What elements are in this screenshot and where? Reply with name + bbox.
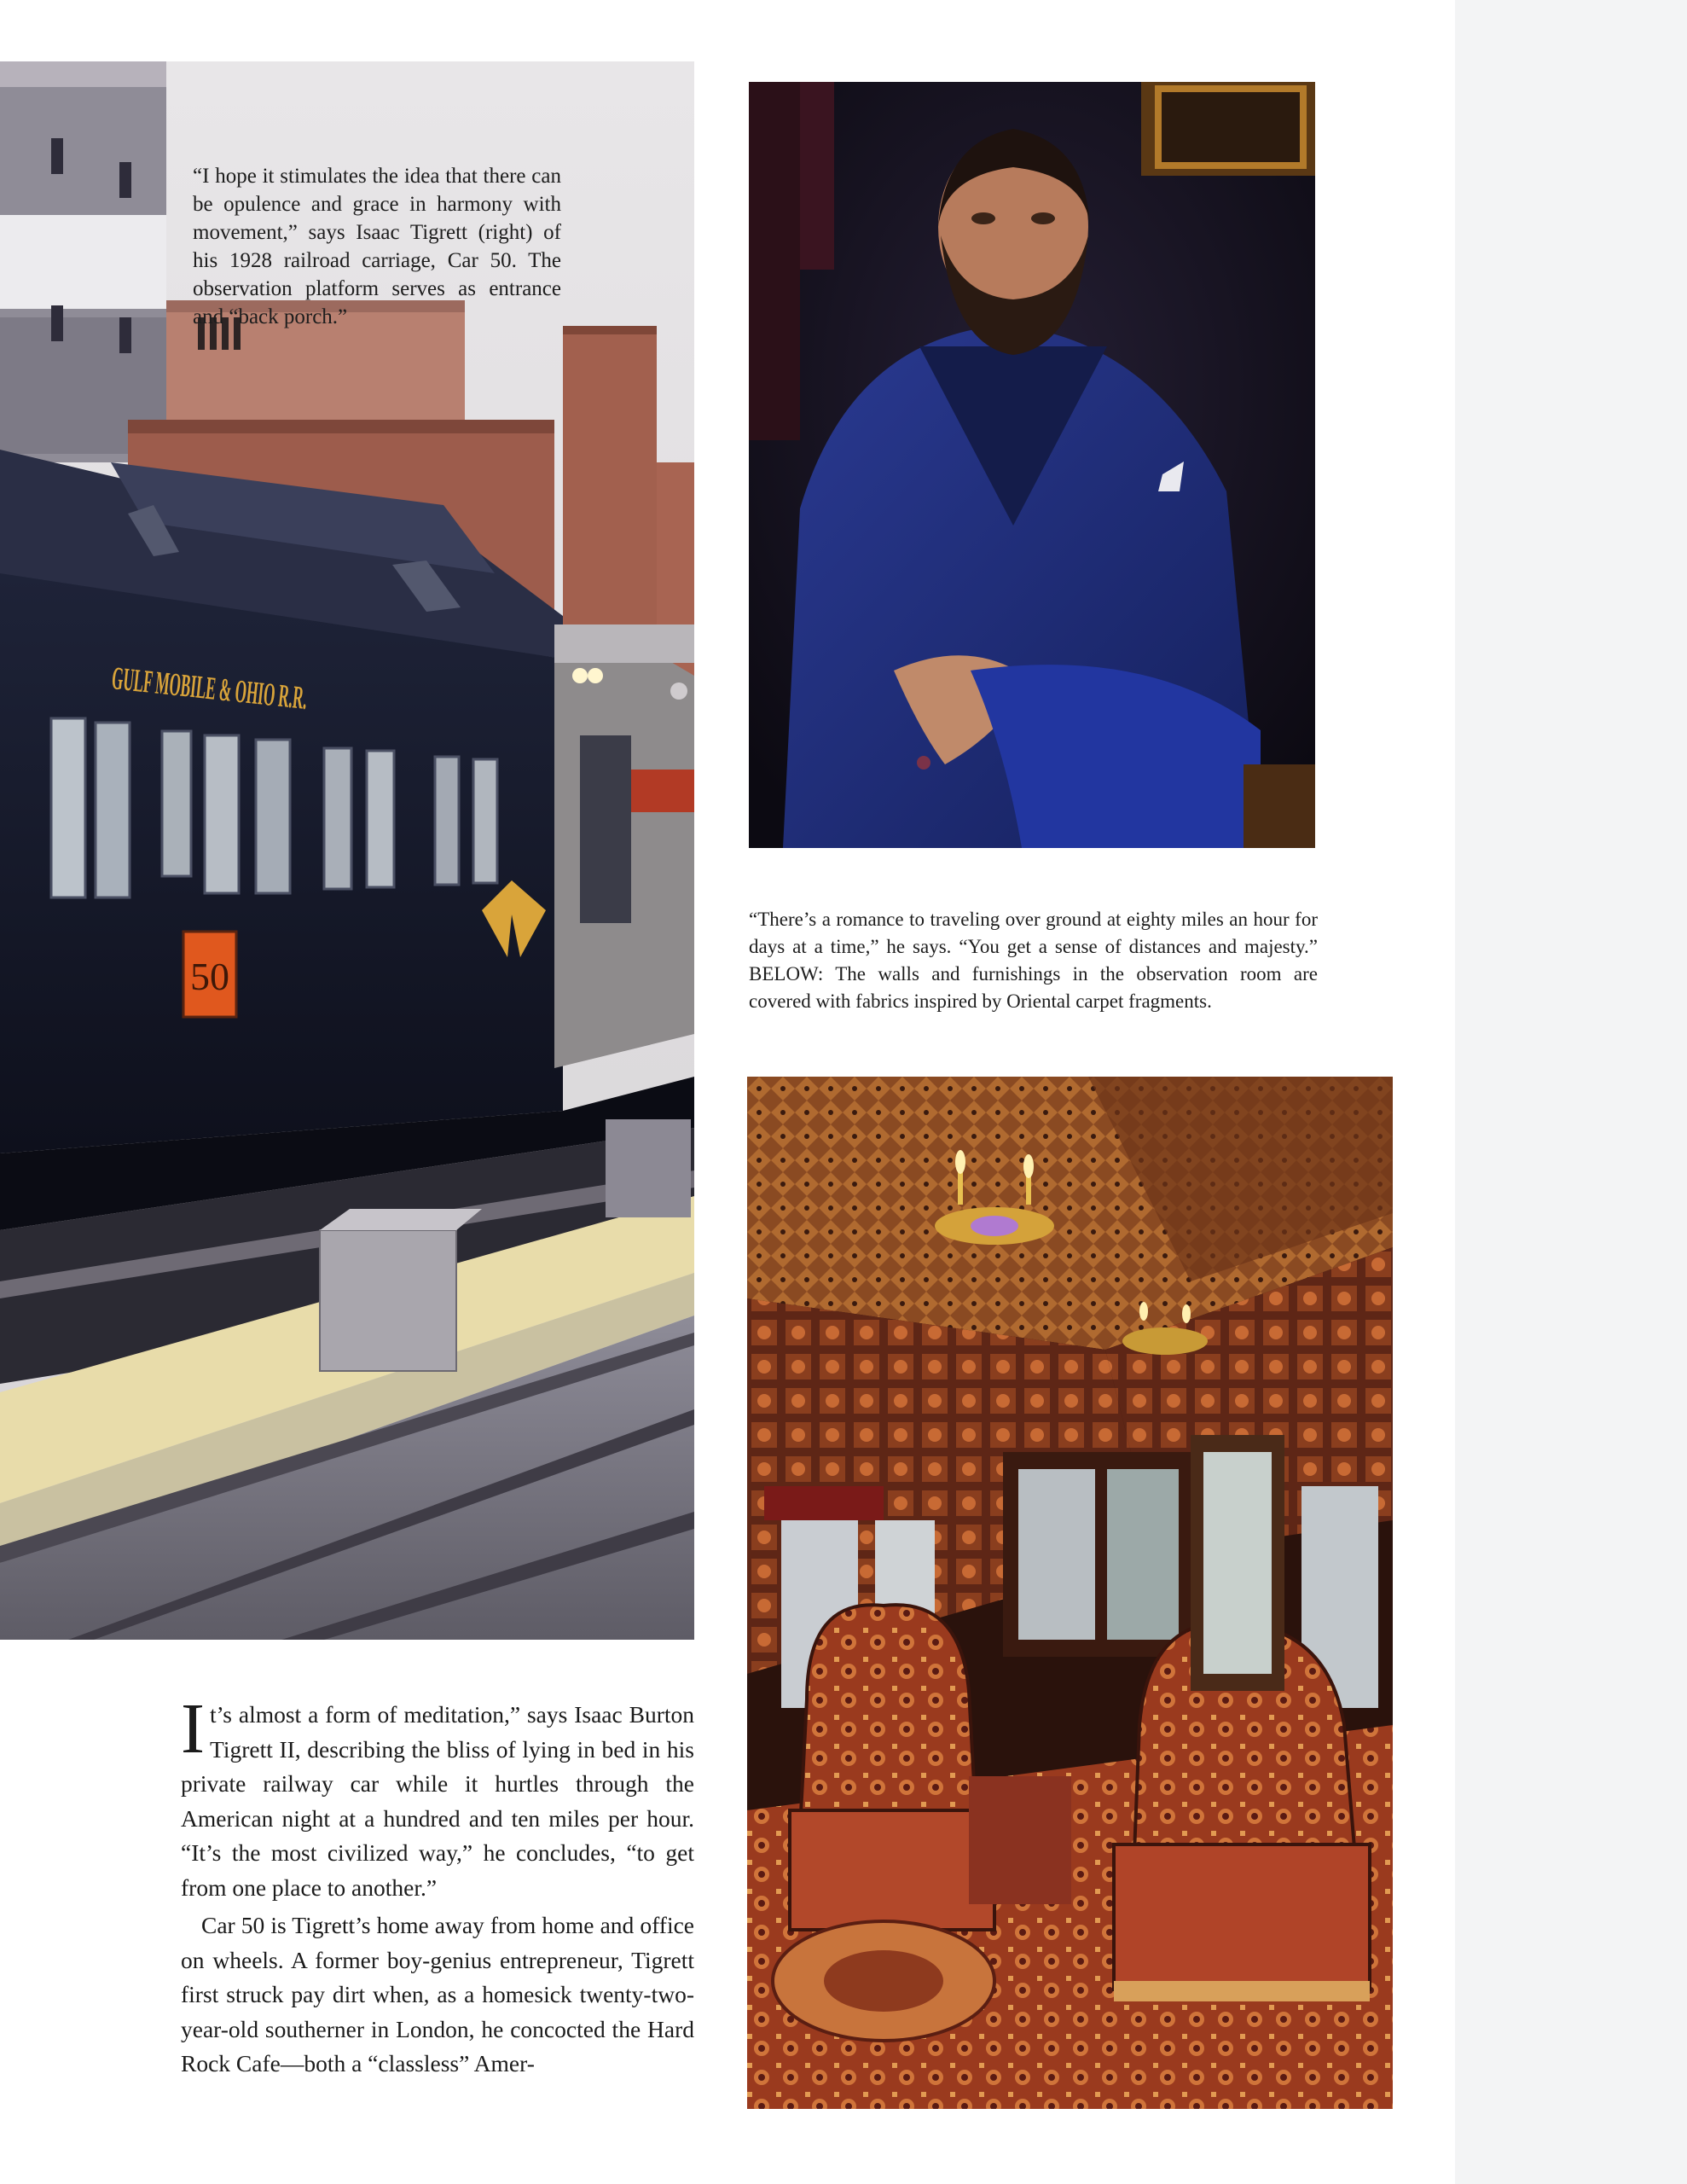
interior-illustration <box>747 1077 1393 2109</box>
car-number-text: 50 <box>190 955 229 998</box>
interior-photo <box>747 1077 1393 2109</box>
article-body <box>181 1689 694 2082</box>
portrait-photo-caption: “There’s a romance to traveling over ground at eighty miles an hour for days at a time,” he says. “You get a sense of distances and majesty.” BELOW: The walls and furnishings in the observation room are covered with fabrics inspired by Oriental carpet fragments. <box>749 909 1318 1012</box>
article-paragraph-2: Car 50 is Tigrett’s home away from home and office on wheels. A former boy-genius entrepreneur, Tigrett first struck pay dirt when, as a homesick twenty-two-year-old southerner in London, he concocted the Hard Rock Cafe—both a “classless” Amer- <box>181 1912 694 2077</box>
train-photo-caption: “I hope it stimulates the idea that there can be opulence and grace in harmony with movement,” says Isaac Tigrett (right) of his 1928 railroad carriage, Car 50. The observation platform serves as entrance and “back porch.” <box>193 165 561 328</box>
article-paragraph-1 <box>181 1689 694 1905</box>
article-paragraph-1-text: t’s almost a form of meditation,” says Isaac Burton Tigrett II, describing the bliss of lying in bed in his private railway car while it hurtles through the American night at a hundred and ten miles per hour. “It’s the most civilized way,” he concludes, “to get from one place to another.” <box>181 1701 694 1901</box>
dropcap: I <box>181 1689 205 1769</box>
portrait-photo <box>749 82 1315 848</box>
portrait-illustration <box>749 82 1315 848</box>
